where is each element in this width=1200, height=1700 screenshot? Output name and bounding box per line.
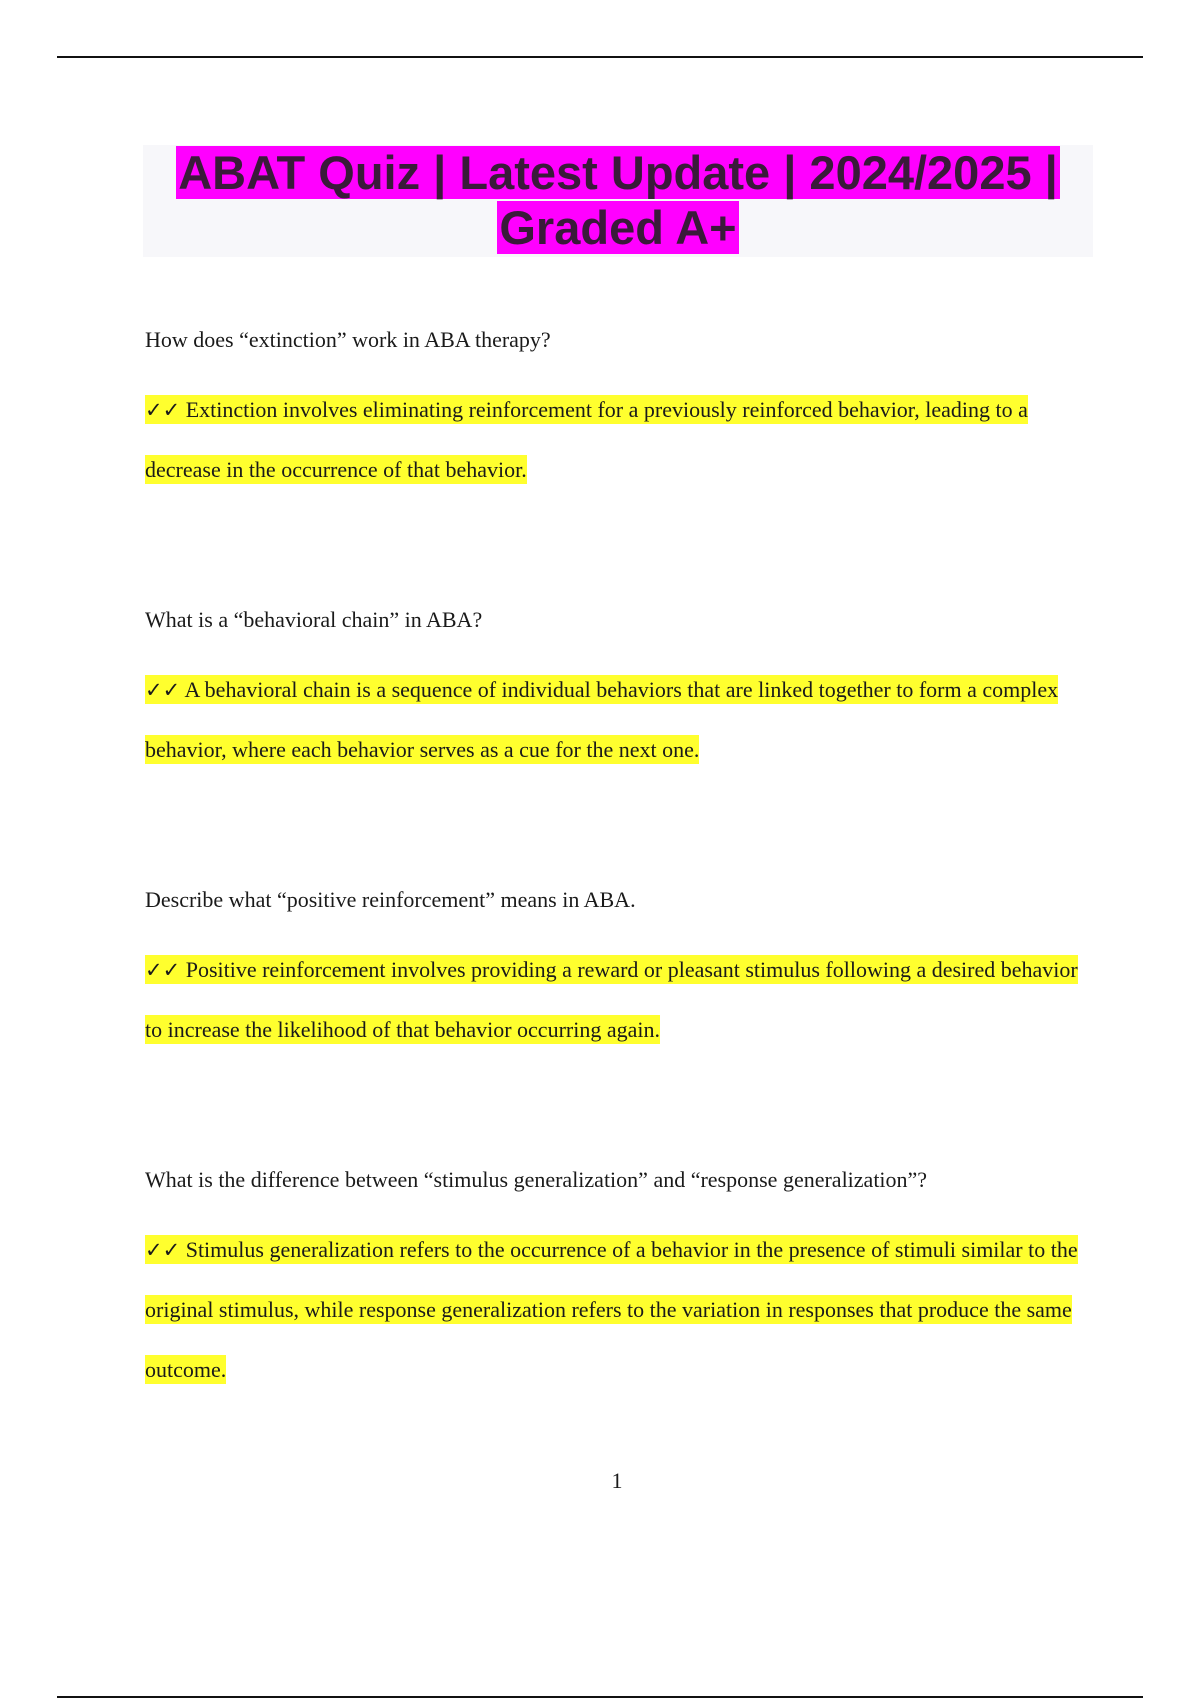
qa-item-4	[145, 1165, 1085, 1400]
question-text: What is a “behavioral chain” in ABA?	[145, 607, 483, 632]
question-text: What is the difference between “stimulus generalization” and “response generalization”?	[145, 1167, 928, 1192]
top-rule	[57, 56, 1143, 58]
answer-text: ✓✓ Extinction involves eliminating reinforcement for a previously reinforced behavior, leading to a decrease in the occurrence of that behavior.	[145, 397, 1028, 482]
answer-text: ✓✓ A behavioral chain is a sequence of individual behaviors that are linked together to form a complex behavior, where each behavior serves as a cue for the next one.	[145, 677, 1059, 762]
check-icon: ✓✓	[145, 678, 181, 702]
title-banner	[143, 145, 1093, 257]
answer-text: ✓✓ Positive reinforcement involves providing a reward or pleasant stimulus following a desired behavior to increase the likelihood of that behavior occurring again.	[145, 957, 1078, 1042]
qa-item-3	[145, 885, 1085, 1060]
answer-text: ✓✓ Stimulus generalization refers to the occurrence of a behavior in the presence of stimuli similar to the original stimulus, while response generalization refers to the variation in responses that produce the same outcome.	[145, 1237, 1078, 1382]
page-number: 1	[611, 1468, 623, 1493]
document-title: ABAT Quiz | Latest Update | 2024/2025 | Graded A+	[178, 146, 1058, 254]
question-text: How does “extinction” work in ABA therapy?	[145, 327, 551, 352]
question-text: Describe what “positive reinforcement” means in ABA.	[145, 887, 636, 912]
check-icon: ✓✓	[145, 1238, 181, 1262]
bottom-rule	[57, 1696, 1143, 1698]
qa-item-1	[145, 325, 1085, 500]
check-icon: ✓✓	[145, 398, 181, 422]
qa-item-2	[145, 605, 1085, 780]
check-icon: ✓✓	[145, 958, 181, 982]
